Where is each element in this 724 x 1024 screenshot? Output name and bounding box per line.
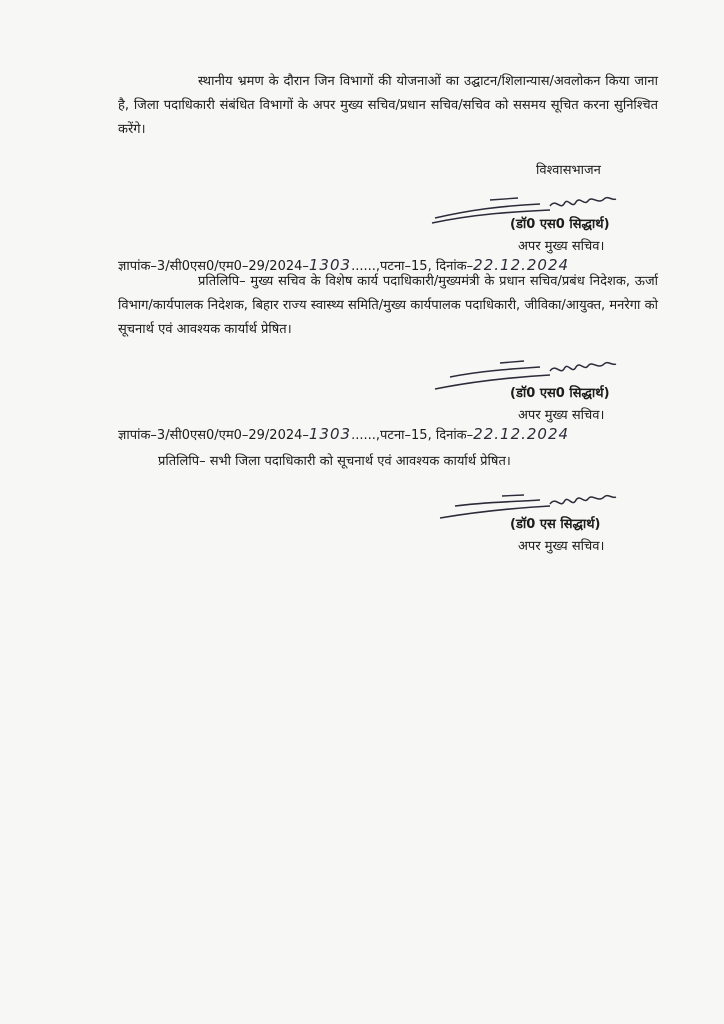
memo-number-2: 1303 <box>308 425 352 443</box>
signature-block-2 <box>430 355 650 425</box>
signature-block-3 <box>430 490 650 560</box>
signatory-name-3: (डॉ0 एस सिद्धार्थ) <box>510 517 601 532</box>
memo-date-1: 22.12.2024 <box>473 256 570 274</box>
copy-text-1: प्रतिलिपि– मुख्य सचिव के विशेष कार्य पदाधिकारी/मुख्यमंत्री के प्रधान सचिव/प्रबंध निदेशक, ऊर्जा विभाग/कार्यपालक निदेशक, बिहार राज्य स्वास्थ्य समिति/मुख्य कार्यपालक पदाधिकारी, जीविका/आयुक्त, मनरेगा को सूचनार्थ एवं आवश्यक कार्यार्थ प्रेषित। <box>118 274 658 337</box>
memo-date-2: 22.12.2024 <box>473 425 570 443</box>
signatory-designation-1: अपर मुख्य सचिव। <box>518 239 605 254</box>
signatory-designation-2: अपर मुख्य सचिव। <box>518 408 605 423</box>
memo-prefix-1: ज्ञापांक–3/सी0एस0/एम0–29/2024– <box>118 259 309 274</box>
memo-number-1: 1303 <box>308 256 352 274</box>
signatory-designation-3: अपर मुख्य सचिव। <box>518 539 605 554</box>
memo-middle-2: ......,पटना–15, दिनांक– <box>351 428 474 443</box>
copy-text-2: प्रतिलिपि– सभी जिला पदाधिकारी को सूचनार्थ एवं आवश्यक कार्यार्थ प्रेषित। <box>158 454 511 469</box>
body-paragraph: स्थानीय भ्रमण के दौरान जिन विभागों की योजनाओं का उद्घाटन/शिलान्यास/अवलोकन किया जाना है, जिला पदाधिकारी संबंधित विभागों के अपर मुख्य सचिव/प्रधान सचिव/सचिव को ससमय सूचित करना सुनिश्चित करेंगे। <box>118 74 658 137</box>
memo-middle-1: ......,पटना–15, दिनांक– <box>351 259 474 274</box>
memo-reference-2 <box>118 425 569 443</box>
closing-text: विश्वासभाजन <box>536 163 601 178</box>
memo-prefix-2: ज्ञापांक–3/सी0एस0/एम0–29/2024– <box>118 428 309 443</box>
signature-block-1 <box>430 192 650 262</box>
signatory-name-1: (डॉ0 एस0 सिद्धार्थ) <box>510 217 610 232</box>
signatory-name-2: (डॉ0 एस0 सिद्धार्थ) <box>510 386 610 401</box>
